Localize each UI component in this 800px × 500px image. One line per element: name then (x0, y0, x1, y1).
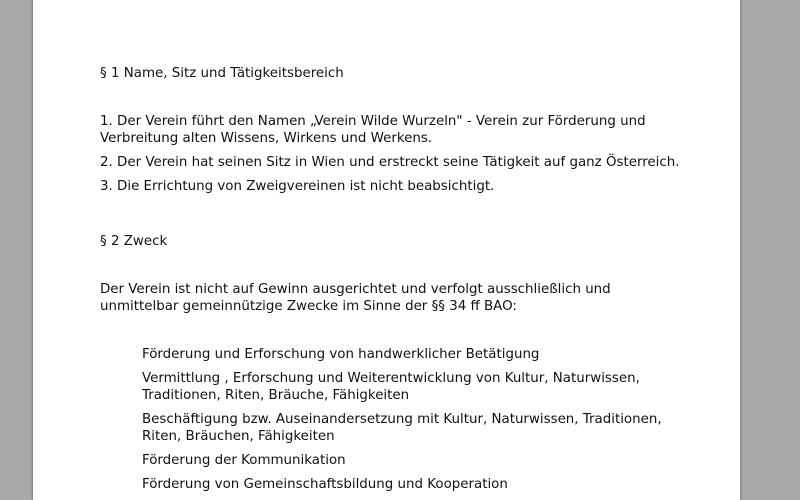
document-content (100, 65, 680, 500)
purpose-list-item: Vermittlung , Erforschung und Weiterentwicklung von Kultur, Naturwissen, Traditionen, Riten, Bräuche, Fähigkeiten (142, 371, 640, 403)
section-1-heading: § 1 Name, Sitz und Tätigkeitsbereich (100, 66, 344, 81)
spacer (100, 250, 680, 281)
section-1-paragraph-3: 3. Die Errichtung von Zweigvereinen ist nicht beabsichtigt. (100, 179, 495, 194)
spacer (100, 322, 680, 346)
purpose-list (100, 346, 680, 493)
purpose-list-item: Förderung und Erforschung von handwerklicher Betätigung (142, 347, 540, 362)
section-2-intro: Der Verein ist nicht auf Gewinn ausgerichtet und verfolgt ausschließlich und unmittelbar gemeinnützige Zwecke im Sinne der §§ 34 ff BAO: (100, 282, 611, 314)
document-page (33, 0, 740, 500)
spacer (100, 202, 680, 233)
section-1-paragraph-2: 2. Der Verein hat seinen Sitz in Wien und erstreckt seine Tätigkeit auf ganz Österreich. (100, 155, 680, 170)
section-2-heading: § 2 Zweck (100, 234, 168, 249)
section-1-paragraph-1: 1. Der Verein führt den Namen „Verein Wilde Wurzeln" - Verein zur Förderung und Verbreitung alten Wissens, Wirkens und Werkens. (100, 114, 646, 146)
purpose-list-item: Förderung von Gemeinschaftsbildung und Kooperation (142, 477, 508, 492)
spacer (100, 82, 680, 113)
purpose-list-item: Förderung der Kommunikation (142, 453, 346, 468)
purpose-list-item: Beschäftigung bzw. Auseinandersetzung mit Kultur, Naturwissen, Traditionen, Riten, Bräuchen, Fähigkeiten (142, 412, 662, 444)
